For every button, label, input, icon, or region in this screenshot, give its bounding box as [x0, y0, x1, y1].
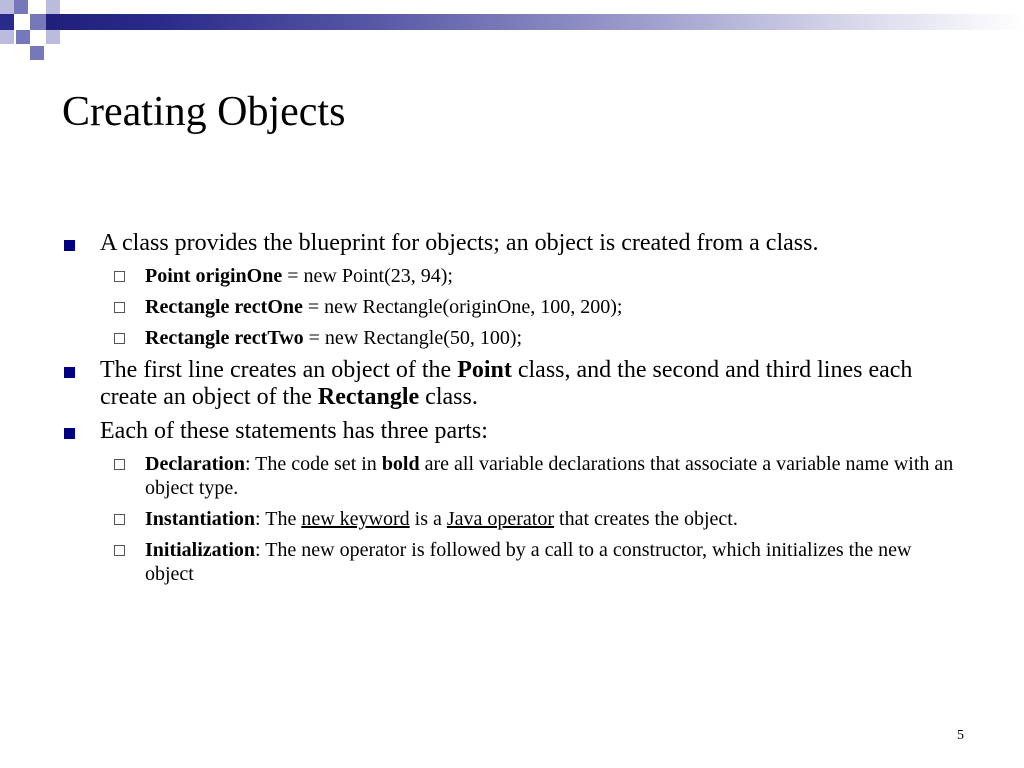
bullet-text: class. — [419, 384, 478, 410]
bold-term: bold — [381, 453, 420, 475]
hollow-square-bullet-icon — [114, 333, 125, 344]
bullet-text: : The — [255, 508, 302, 530]
sub-bullet-item — [62, 264, 962, 288]
deco-square — [14, 14, 30, 30]
java-operator-link[interactable]: Java operator — [446, 508, 555, 530]
bold-term: Declaration — [145, 453, 245, 475]
sub-bullet-item — [62, 507, 962, 531]
deco-square — [16, 30, 30, 44]
bold-term: Rectangle — [317, 384, 420, 410]
deco-square — [30, 14, 46, 30]
hollow-square-bullet-icon — [114, 514, 125, 525]
bullet-item — [62, 418, 962, 445]
sub-bullet-item — [62, 452, 962, 500]
bullet-text: that creates the object. — [554, 508, 738, 530]
deco-square — [46, 0, 60, 14]
hollow-square-bullet-icon — [114, 302, 125, 313]
deco-square — [0, 14, 14, 30]
bold-term: Point — [457, 357, 512, 383]
code-rest: = new Rectangle(50, 100); — [303, 327, 523, 349]
bullet-text: class, and the second and third lines each create an object of the — [100, 357, 913, 410]
code-rest: = new Rectangle(originOne, 100, 200); — [302, 296, 623, 318]
bullet-text: The first line creates an object of the — [100, 357, 458, 383]
hollow-square-bullet-icon — [114, 545, 125, 556]
square-bullet-icon — [64, 240, 75, 251]
slide-content — [62, 230, 962, 593]
deco-square — [46, 30, 60, 44]
bullet-item — [62, 357, 962, 411]
square-bullet-icon — [64, 367, 75, 378]
bullet-text: Each of these statements has three parts: — [100, 418, 488, 444]
hollow-square-bullet-icon — [114, 459, 125, 470]
sub-bullet-item — [62, 295, 962, 319]
deco-square — [0, 30, 14, 44]
bullet-text: : The new operator is followed by a call to a constructor, which initializes the new object — [145, 539, 912, 585]
code-declaration: Rectangle rectOne — [145, 296, 303, 318]
bullet-item — [62, 230, 962, 257]
header-gradient-bar — [40, 14, 1024, 30]
slide-title: Creating Objects — [62, 89, 346, 135]
page-number: 5 — [957, 728, 964, 743]
deco-square — [60, 0, 76, 14]
deco-square — [14, 0, 28, 14]
bullet-text: : The code set in — [244, 453, 382, 475]
code-declaration: Point originOne — [145, 265, 283, 287]
bold-term: Instantiation — [145, 508, 256, 530]
deco-square — [30, 30, 46, 44]
bullet-text: A class provides the blueprint for objects; an object is created from a class. — [100, 230, 819, 256]
code-declaration: Rectangle rectTwo — [145, 327, 304, 349]
square-bullet-icon — [64, 428, 75, 439]
deco-square — [30, 46, 44, 60]
sub-bullet-item — [62, 538, 962, 586]
header-decoration — [0, 0, 1024, 64]
sub-bullet-item — [62, 326, 962, 350]
new-keyword-link[interactable]: new keyword — [301, 508, 410, 530]
bold-term: Initialization — [145, 539, 256, 561]
code-rest: = new Point(23, 94); — [282, 265, 453, 287]
deco-square — [0, 0, 14, 14]
bullet-text: is a — [409, 508, 447, 530]
bullet-text: are all variable declarations that associate a variable name with an object type. — [145, 453, 954, 499]
hollow-square-bullet-icon — [114, 271, 125, 282]
